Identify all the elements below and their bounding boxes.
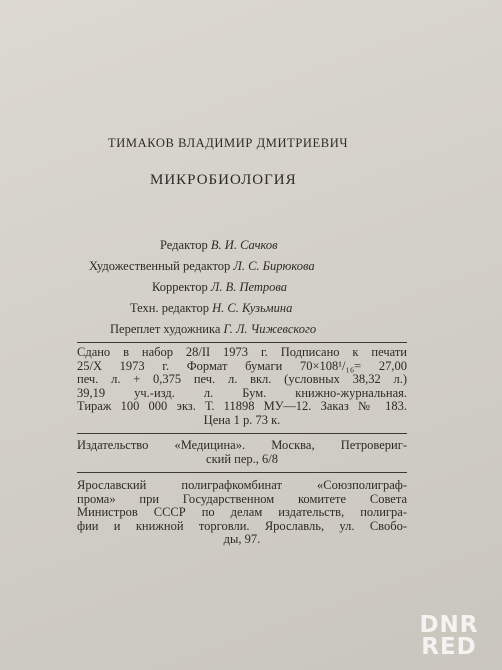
book-title: МИКРОБИОЛОГИЯ xyxy=(150,172,297,188)
print-info-line: 39,19 уч.-изд. л. Бум. книжно-журнальная. xyxy=(77,385,407,400)
credit-role: Переплет художника xyxy=(110,322,221,336)
credit-role: Корректор xyxy=(152,280,208,294)
credit-proofreader xyxy=(152,280,287,295)
printer-line: ды, 97. xyxy=(223,532,261,546)
credit-person: В. И. Сачков xyxy=(210,238,278,252)
credit-role: Редактор xyxy=(160,238,208,252)
credit-cover-artist xyxy=(110,322,316,337)
printer-line: фии и книжной торговли. Ярославль, ул. Свобо- xyxy=(77,518,407,533)
publisher-line: Издательство «Медицина». Москва, Петровериг- xyxy=(77,438,407,452)
credit-person: Г. Л. Чижевского xyxy=(223,322,317,336)
divider-bottom xyxy=(77,472,407,473)
print-info-line: Сдано в набор 28/II 1973 г. Подписано к печати xyxy=(77,345,407,359)
print-info-line: печ. л. + 0,375 печ. л. вкл. (условных 38,32 л.) xyxy=(77,372,407,386)
watermark-line: DNR xyxy=(419,612,479,638)
credit-person: Л. В. Петрова xyxy=(210,280,287,294)
price-line: Цена 1 р. 73 к. xyxy=(203,412,281,427)
publisher-line: ский пер., 6/8 xyxy=(206,451,278,466)
credit-art-editor xyxy=(89,259,315,274)
watermark-logo xyxy=(408,614,490,658)
printer-line: Ярославский полиграфкомбинат «Союзполиграф- xyxy=(77,478,407,492)
print-info-line: 25/X 1973 г. Формат бумаги 70×108¹/₁₆= 27,00 xyxy=(77,358,407,373)
credit-tech-editor xyxy=(130,301,292,316)
print-info-line: Тираж 100 000 экз. Т. 11898 МУ—12. Заказ № 183. xyxy=(77,399,407,413)
printer-block xyxy=(77,479,407,547)
divider-top xyxy=(77,342,407,343)
credit-editor xyxy=(160,238,278,253)
publisher-block xyxy=(77,439,407,466)
printer-line: Министров СССР по делам издательств, полигра- xyxy=(77,505,407,519)
divider-middle xyxy=(77,433,407,434)
print-info-block xyxy=(77,346,407,427)
credit-person: Н. С. Кузьмина xyxy=(212,301,293,315)
printer-line: прома» при Государственном комитете Совета xyxy=(77,491,407,506)
credit-role: Художественный редактор xyxy=(89,259,231,273)
watermark-line: RED xyxy=(421,634,477,660)
credit-role: Техн. редактор xyxy=(130,301,209,315)
credit-person: Л. С. Бирюкова xyxy=(233,259,315,273)
author-name: ТИМАКОВ ВЛАДИМИР ДМИТРИЕВИЧ xyxy=(108,136,349,150)
